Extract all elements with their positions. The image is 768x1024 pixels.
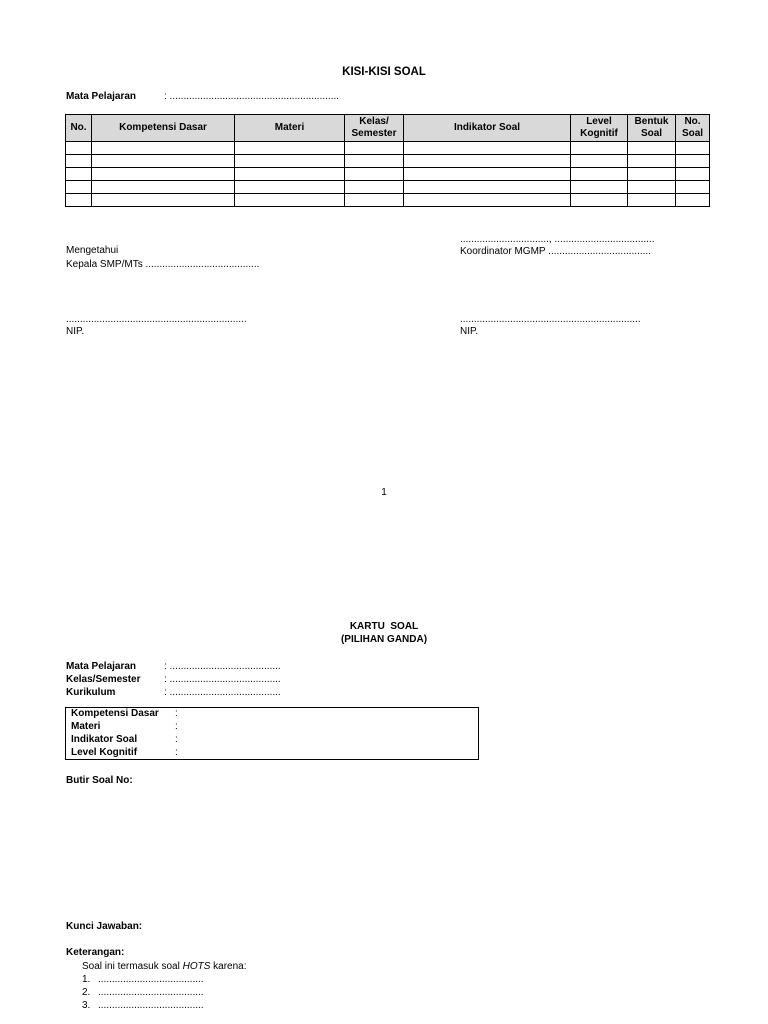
mengetahui-label: Mengetahui (66, 245, 119, 256)
item-number: 1. (82, 974, 91, 985)
page-title-kartu-soal: KARTU SOAL (349, 621, 419, 632)
mata-pelajaran-value: : ............................................................. (164, 91, 340, 102)
table-cell[interactable] (404, 142, 571, 155)
item-dots: ...................................... (98, 987, 204, 998)
table-row (66, 181, 710, 194)
field-separator: : (175, 721, 178, 732)
table-cell[interactable] (235, 194, 345, 207)
butir-soal-label: Butir Soal No: (66, 775, 133, 786)
header-field-kelas-semester (66, 674, 281, 686)
header-field-kurikulum (66, 687, 281, 699)
table-cell[interactable] (404, 155, 571, 168)
col-header-materi: Materi (235, 115, 345, 142)
field-label: Kelas/Semester (66, 674, 141, 685)
col-header-bentuk-soal: Bentuk Soal (628, 115, 676, 142)
table-cell[interactable] (571, 181, 628, 194)
kunci-jawaban-label: Kunci Jawaban: (66, 921, 143, 932)
koordinator-mgmp-label: Koordinator MGMP ..................................... (460, 246, 651, 257)
koordinator-signature-line: ................................................................. (460, 314, 641, 325)
table-cell[interactable] (345, 142, 404, 155)
kartu-soal-info-box (65, 707, 479, 760)
col-header-level-kognitif: Level Kognitif (571, 115, 628, 142)
field-separator: : (175, 708, 178, 719)
table-cell[interactable] (404, 194, 571, 207)
table-cell[interactable] (235, 155, 345, 168)
table-cell[interactable] (676, 181, 710, 194)
keterangan-intro (82, 961, 247, 973)
table-cell[interactable] (345, 155, 404, 168)
col-header-kompetensi-dasar: Kompetensi Dasar (92, 115, 235, 142)
card-field-materi (71, 721, 178, 733)
table-cell[interactable] (235, 168, 345, 181)
page-number: 1 (381, 487, 387, 498)
table-cell[interactable] (571, 155, 628, 168)
header-field-mata-pelajaran (66, 661, 281, 673)
col-header-kelas-semester: Kelas/ Semester (345, 115, 404, 142)
keterangan-item (82, 987, 204, 999)
table-cell[interactable] (66, 194, 92, 207)
table-cell[interactable] (235, 142, 345, 155)
table-cell[interactable] (92, 181, 235, 194)
card-field-indikator-soal (71, 734, 178, 746)
table-cell[interactable] (571, 194, 628, 207)
keterangan-item (82, 1000, 204, 1012)
table-cell[interactable] (571, 142, 628, 155)
field-label: Materi (71, 721, 101, 732)
table-cell[interactable] (66, 142, 92, 155)
item-dots: ...................................... (98, 1000, 204, 1011)
table-cell[interactable] (92, 142, 235, 155)
page-subtitle-pilihan-ganda: (PILIHAN GANDA) (340, 634, 428, 645)
item-number: 2. (82, 987, 91, 998)
field-value: : ........................................ (164, 674, 281, 685)
table-cell[interactable] (345, 168, 404, 181)
page-title-kisi-kisi: KISI-KISI SOAL (342, 66, 426, 78)
table-cell[interactable] (404, 181, 571, 194)
table-cell[interactable] (66, 181, 92, 194)
table-cell[interactable] (628, 194, 676, 207)
kepala-nip-label: NIP. (66, 326, 85, 337)
table-row (66, 155, 710, 168)
field-label: Mata Pelajaran (66, 661, 137, 672)
card-field-level-kognitif (71, 747, 178, 759)
place-date-line: ................................, .................................... (460, 234, 655, 245)
field-label: Kurikulum (66, 687, 116, 698)
field-label: Kompetensi Dasar (71, 708, 159, 719)
table-row (66, 142, 710, 155)
hots-term: HOTS (182, 961, 211, 972)
col-header-no-soal: No. Soal (676, 115, 710, 142)
table-cell[interactable] (345, 194, 404, 207)
table-cell[interactable] (628, 168, 676, 181)
intro-text: Soal ini termasuk soal (82, 961, 183, 972)
table-header-row (66, 115, 710, 142)
table-cell[interactable] (676, 155, 710, 168)
field-label: Indikator Soal (71, 734, 138, 745)
field-label: Level Kognitif (71, 747, 138, 758)
table-cell[interactable] (676, 142, 710, 155)
field-value: : ........................................ (164, 687, 281, 698)
kepala-signature-line: ................................................................. (66, 314, 247, 325)
table-cell[interactable] (628, 181, 676, 194)
table-row (66, 168, 710, 181)
col-header-indikator-soal: Indikator Soal (404, 115, 571, 142)
keterangan-item (82, 974, 204, 986)
table-row (66, 194, 710, 207)
col-header-no: No. (66, 115, 92, 142)
table-cell[interactable] (571, 168, 628, 181)
table-cell[interactable] (92, 168, 235, 181)
field-value: : ........................................ (164, 661, 281, 672)
table-cell[interactable] (92, 155, 235, 168)
mata-pelajaran-label: Mata Pelajaran (66, 91, 137, 102)
keterangan-label: Keterangan: (66, 947, 125, 958)
table-cell[interactable] (92, 194, 235, 207)
kisi-kisi-table (65, 114, 710, 207)
table-cell[interactable] (66, 155, 92, 168)
field-separator: : (175, 747, 178, 758)
card-field-kompetensi-dasar (71, 708, 178, 720)
table-cell[interactable] (676, 168, 710, 181)
intro-text-end: karena: (210, 961, 247, 972)
table-cell[interactable] (676, 194, 710, 207)
kepala-sekolah-label: Kepala SMP/MTs ......................................... (66, 259, 260, 270)
item-number: 3. (82, 1000, 91, 1011)
koordinator-nip-label: NIP. (460, 326, 479, 337)
item-dots: ...................................... (98, 974, 204, 985)
field-separator: : (175, 734, 178, 745)
table-cell[interactable] (66, 168, 92, 181)
table-cell[interactable] (345, 181, 404, 194)
table-cell[interactable] (235, 181, 345, 194)
table-cell[interactable] (404, 168, 571, 181)
table-cell[interactable] (628, 142, 676, 155)
table-cell[interactable] (628, 155, 676, 168)
